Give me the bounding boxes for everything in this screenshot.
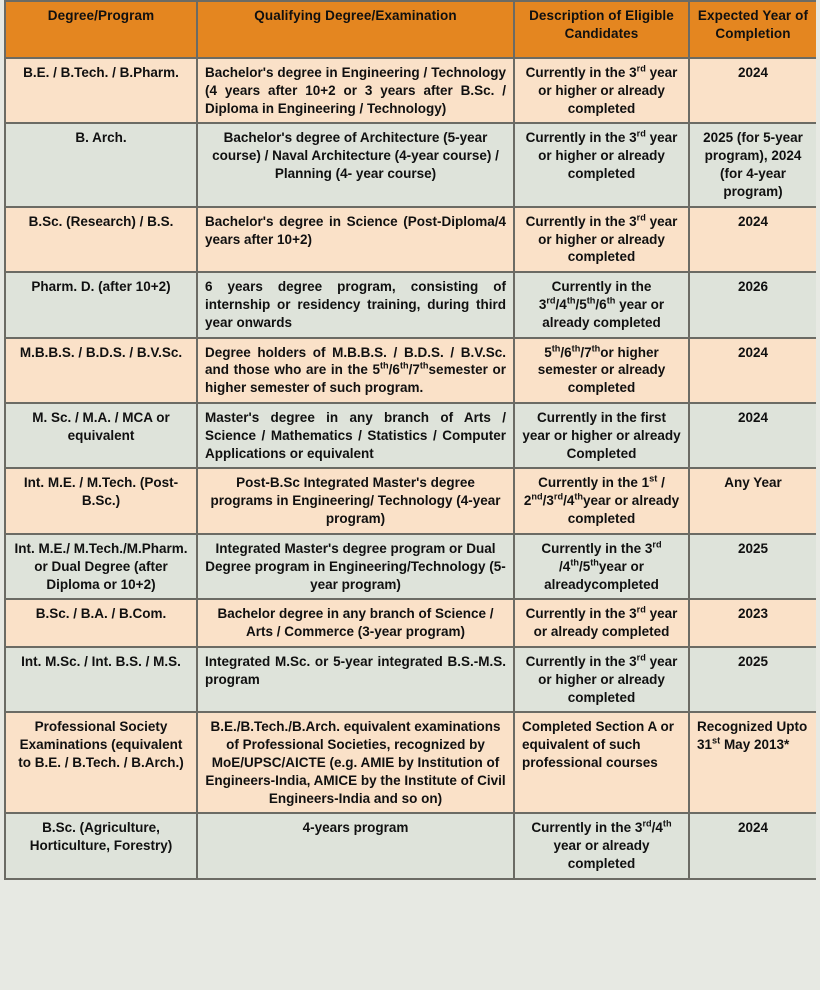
cell-description-eligible: Currently in the 1st / 2nd/3rd/4thyear or already completed (514, 468, 689, 533)
cell-expected-year: 2024 (689, 338, 816, 403)
cell-qualifying-degree: Master's degree in any branch of Arts / Science / Mathematics / Statistics / Computer Applications or equivalent (197, 403, 514, 468)
cell-description-eligible: 5th/6th/7thor higher semester or already completed (514, 338, 689, 403)
cell-qualifying-degree: Bachelor's degree in Engineering / Technology (4 years after 10+2 or 3 years after B.Sc. / Diploma in Engineering / Technology) (197, 58, 514, 123)
cell-degree-program: M. Sc. / M.A. / MCA or equivalent (5, 403, 197, 468)
table-row (5, 813, 816, 878)
cell-expected-year: 2024 (689, 403, 816, 468)
table-row (5, 272, 816, 337)
cell-degree-program: B.Sc. (Agriculture, Horticulture, Forestry) (5, 813, 197, 878)
table-row (5, 468, 816, 533)
header-description-eligible: Description of Eligible Candidates (514, 1, 689, 58)
cell-qualifying-degree: Degree holders of M.B.B.S. / B.D.S. / B.V.Sc. and those who are in the 5th/6th/7thsemester or higher semester of such program. (197, 338, 514, 403)
cell-description-eligible: Currently in the 3rd year or higher or already completed (514, 123, 689, 206)
cell-qualifying-degree: Bachelor degree in any branch of Science / Arts / Commerce (3-year program) (197, 599, 514, 647)
cell-expected-year: 2023 (689, 599, 816, 647)
cell-degree-program: B.E. / B.Tech. / B.Pharm. (5, 58, 197, 123)
eligibility-table (4, 0, 816, 880)
cell-degree-program: Professional Society Examinations (equivalent to B.E. / B.Tech. / B.Arch.) (5, 712, 197, 813)
table-row (5, 599, 816, 647)
cell-expected-year: 2025 (689, 534, 816, 599)
cell-degree-program: Int. M.E./ M.Tech./M.Pharm. or Dual Degree (after Diploma or 10+2) (5, 534, 197, 599)
cell-degree-program: B.Sc. (Research) / B.S. (5, 207, 197, 272)
table-row (5, 338, 816, 403)
cell-qualifying-degree: Integrated M.Sc. or 5-year integrated B.S.-M.S. program (197, 647, 514, 712)
cell-qualifying-degree: Bachelor's degree in Science (Post-Diploma/4 years after 10+2) (197, 207, 514, 272)
cell-expected-year: 2024 (689, 813, 816, 878)
cell-description-eligible: Currently in the 3rd /4th/5thyear or alreadycompleted (514, 534, 689, 599)
cell-degree-program: Int. M.Sc. / Int. B.S. / M.S. (5, 647, 197, 712)
cell-degree-program: B.Sc. / B.A. / B.Com. (5, 599, 197, 647)
cell-description-eligible: Currently in the 3rd/4th year or already completed (514, 813, 689, 878)
cell-qualifying-degree: Integrated Master's degree program or Dual Degree program in Engineering/Technology (5-year program) (197, 534, 514, 599)
header-row (5, 1, 816, 58)
table-row (5, 647, 816, 712)
table-row (5, 123, 816, 206)
cell-description-eligible: Currently in the 3rd year or higher or already completed (514, 58, 689, 123)
cell-qualifying-degree: B.E./B.Tech./B.Arch. equivalent examinations of Professional Societies, recognized by MoE/UPSC/AICTE (e.g. AMIE by Institution of Engineers-India, AMICE by the Institute of Civil Engineers-India and so on) (197, 712, 514, 813)
cell-qualifying-degree: Bachelor's degree of Architecture (5-year course) / Naval Architecture (4-year course) / Planning (4- year course) (197, 123, 514, 206)
table-row (5, 534, 816, 599)
header-qualifying-degree: Qualifying Degree/Examination (197, 1, 514, 58)
cell-description-eligible: Currently in the first year or higher or already Completed (514, 403, 689, 468)
table-header (5, 1, 816, 58)
cell-description-eligible: Completed Section A or equivalent of such professional courses (514, 712, 689, 813)
cell-expected-year: Any Year (689, 468, 816, 533)
cell-expected-year: 2025 (for 5-year program), 2024 (for 4-year program) (689, 123, 816, 206)
cell-description-eligible: Currently in the 3rd year or already completed (514, 599, 689, 647)
cell-expected-year: 2024 (689, 207, 816, 272)
cell-qualifying-degree: Post-B.Sc Integrated Master's degree programs in Engineering/ Technology (4-year program) (197, 468, 514, 533)
cell-degree-program: Pharm. D. (after 10+2) (5, 272, 197, 337)
cell-qualifying-degree: 6 years degree program, consisting of internship or residency training, during third year onwards (197, 272, 514, 337)
cell-degree-program: B. Arch. (5, 123, 197, 206)
cell-expected-year: 2024 (689, 58, 816, 123)
cell-degree-program: M.B.B.S. / B.D.S. / B.V.Sc. (5, 338, 197, 403)
cell-expected-year: 2026 (689, 272, 816, 337)
table-row (5, 403, 816, 468)
cell-qualifying-degree: 4-years program (197, 813, 514, 878)
header-degree-program: Degree/Program (5, 1, 197, 58)
cell-expected-year: 2025 (689, 647, 816, 712)
cell-description-eligible: Currently in the 3rd year or higher or already completed (514, 647, 689, 712)
table-row (5, 207, 816, 272)
eligibility-table-wrapper (4, 0, 816, 880)
cell-degree-program: Int. M.E. / M.Tech. (Post-B.Sc.) (5, 468, 197, 533)
header-expected-year: Expected Year of Completion (689, 1, 816, 58)
cell-expected-year: Recognized Upto 31st May 2013* (689, 712, 816, 813)
cell-description-eligible: Currently in the 3rd year or higher or already completed (514, 207, 689, 272)
table-body (5, 58, 816, 879)
table-row (5, 712, 816, 813)
table-row (5, 58, 816, 123)
cell-description-eligible: Currently in the 3rd/4th/5th/6th year or already completed (514, 272, 689, 337)
